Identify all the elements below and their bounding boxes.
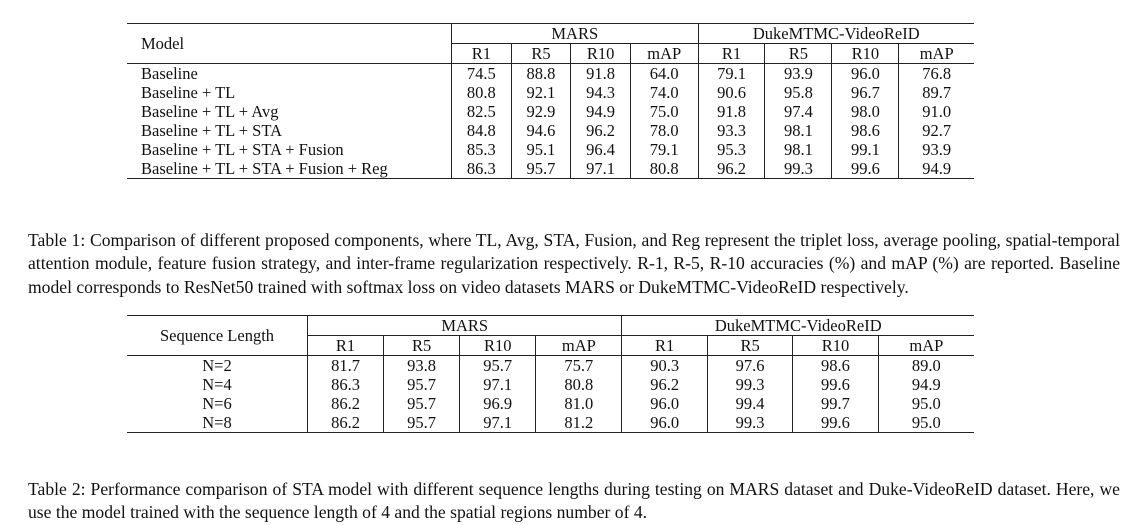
table-cell: 90.3 <box>622 356 707 376</box>
table-cell: 95.7 <box>511 159 571 179</box>
table-cell: 96.2 <box>622 375 707 394</box>
table-cell: 93.9 <box>922 140 952 159</box>
table-cell: 99.1 <box>832 140 899 159</box>
table-cell: 92.1 <box>511 83 571 102</box>
row-label: Baseline + TL <box>141 83 236 102</box>
table-cell: 98.0 <box>832 102 899 121</box>
table-cell: 94.9 <box>911 375 941 394</box>
table-cell: 80.8 <box>536 375 622 394</box>
table-cell: 97.1 <box>460 375 536 394</box>
table-cell: 96.0 <box>622 413 707 433</box>
metric-header: R1 <box>308 336 384 356</box>
metric-header: R5 <box>765 44 832 64</box>
table-cell: 95.7 <box>460 356 536 376</box>
table-cell: 98.1 <box>765 121 832 140</box>
table-cell: 98.1 <box>765 140 832 159</box>
table-row <box>127 64 974 84</box>
table-cell: 92.9 <box>511 102 571 121</box>
table-cell: 95.7 <box>384 413 460 433</box>
table-cell: 99.6 <box>793 413 878 433</box>
table-cell: 95.8 <box>765 83 832 102</box>
table-row <box>127 140 974 159</box>
mars-group-header: MARS <box>308 316 622 336</box>
table-cell: 75.0 <box>630 102 698 121</box>
metric-header: R5 <box>707 336 792 356</box>
table-cell: 97.1 <box>460 413 536 433</box>
table-cell: 91.8 <box>698 102 765 121</box>
table-cell: 96.2 <box>698 159 765 179</box>
table-cell: 78.0 <box>630 121 698 140</box>
table-cell: 86.3 <box>452 159 512 179</box>
table-row <box>127 121 974 140</box>
metric-header: R10 <box>460 336 536 356</box>
table-cell: 74.0 <box>630 83 698 102</box>
metric-header: mAP <box>899 44 974 64</box>
table-cell: 86.2 <box>308 413 384 433</box>
metric-header: R1 <box>698 44 765 64</box>
metric-header: R1 <box>452 44 512 64</box>
table-cell: 94.9 <box>922 159 952 178</box>
duke-group-header: DukeMTMC-VideoReID <box>622 316 974 336</box>
table-cell: 74.5 <box>452 64 512 84</box>
table-cell: 95.7 <box>384 394 460 413</box>
table-cell: 81.2 <box>536 413 622 433</box>
table-cell: 92.7 <box>922 121 952 140</box>
duke-group-header: DukeMTMC-VideoReID <box>698 24 974 44</box>
table-cell: 88.8 <box>511 64 571 84</box>
table-cell: 97.1 <box>571 159 631 179</box>
table-cell: 81.7 <box>308 356 384 376</box>
model-header: Model <box>127 24 452 64</box>
row-label: Baseline + TL + STA <box>141 121 283 140</box>
sequence-length-table <box>127 315 974 433</box>
table-cell: 95.1 <box>511 140 571 159</box>
table1-caption: Table 1: Comparison of different proposed components, where TL, Avg, STA, Fusion, and Reg represent the triplet loss, average pooling, spatial-temporal attention module, feature fusion strategy, and inter-frame regularization respectively. R-1, R-5, R-10 accuracies (%) and mAP (%) are reported. Baseline model corresponds to ResNet50 trained with softmax loss on video datasets MARS or DukeMTMC-VideoReID respectively. <box>28 229 1120 297</box>
row-label: Baseline <box>141 64 198 83</box>
table-cell: 85.3 <box>452 140 512 159</box>
table-cell: 91.8 <box>571 64 631 84</box>
table-cell: 95.3 <box>698 140 765 159</box>
table-cell: 97.6 <box>707 356 792 376</box>
table-cell: 76.8 <box>922 64 952 83</box>
table-row <box>127 83 974 102</box>
metric-header: mAP <box>536 336 622 356</box>
table-cell: 89.7 <box>922 83 952 102</box>
metric-header: R5 <box>511 44 571 64</box>
table-row <box>127 102 974 121</box>
row-label: Baseline + TL + STA + Fusion + Reg <box>141 159 388 178</box>
row-label: N=6 <box>202 394 232 413</box>
table-cell: 99.4 <box>707 394 792 413</box>
row-label: N=4 <box>202 375 232 394</box>
table-cell: 81.0 <box>536 394 622 413</box>
row-label: Baseline + TL + Avg <box>141 102 279 121</box>
table-cell: 79.1 <box>698 64 765 84</box>
metric-header: R10 <box>571 44 631 64</box>
table-cell: 93.8 <box>384 356 460 376</box>
table-row <box>127 413 974 433</box>
table-cell: 75.7 <box>536 356 622 376</box>
table-cell: 96.0 <box>832 64 899 84</box>
table-cell: 91.0 <box>922 102 952 121</box>
table-cell: 82.5 <box>452 102 512 121</box>
table-cell: 95.0 <box>911 413 941 432</box>
table-cell: 94.3 <box>571 83 631 102</box>
table-cell: 79.1 <box>630 140 698 159</box>
table-cell: 96.4 <box>571 140 631 159</box>
table-cell: 80.8 <box>452 83 512 102</box>
table-cell: 96.0 <box>622 394 707 413</box>
table-cell: 84.8 <box>452 121 512 140</box>
metric-header: mAP <box>878 336 974 356</box>
table-cell: 99.3 <box>765 159 832 179</box>
metric-header: R10 <box>793 336 878 356</box>
row-label: Baseline + TL + STA + Fusion <box>141 140 344 159</box>
components-table <box>127 23 974 179</box>
table-cell: 93.3 <box>698 121 765 140</box>
table-cell: 86.3 <box>308 375 384 394</box>
table-cell: 96.9 <box>460 394 536 413</box>
table-cell: 99.6 <box>832 159 899 179</box>
metric-header: R1 <box>622 336 707 356</box>
table2-caption: Table 2: Performance comparison of STA model with different sequence lengths during testing on MARS dataset and Duke-VideoReID dataset. Here, we use the model trained with the sequence length of 4 and the spatial regions number of 4. <box>28 478 1120 523</box>
table-cell: 86.2 <box>308 394 384 413</box>
table-cell: 64.0 <box>630 64 698 84</box>
table-cell: 99.3 <box>707 375 792 394</box>
table-cell: 95.7 <box>384 375 460 394</box>
table-cell: 95.0 <box>911 394 941 413</box>
metric-header: mAP <box>630 44 698 64</box>
sequence-length-header: Sequence Length <box>127 316 308 356</box>
table-row <box>127 356 974 376</box>
table-row <box>127 375 974 394</box>
table-cell: 94.6 <box>511 121 571 140</box>
table-row <box>127 394 974 413</box>
table-cell: 94.9 <box>571 102 631 121</box>
table-cell: 99.6 <box>793 375 878 394</box>
row-label: N=2 <box>202 356 232 375</box>
table-cell: 98.6 <box>793 356 878 376</box>
table-cell: 96.7 <box>832 83 899 102</box>
row-label: N=8 <box>202 413 232 432</box>
table-cell: 89.0 <box>911 356 941 375</box>
metric-header: R5 <box>384 336 460 356</box>
table-cell: 98.6 <box>832 121 899 140</box>
table-cell: 99.3 <box>707 413 792 433</box>
table-row <box>127 159 974 179</box>
table-cell: 93.9 <box>765 64 832 84</box>
table-cell: 99.7 <box>793 394 878 413</box>
table-cell: 97.4 <box>765 102 832 121</box>
mars-group-header: MARS <box>452 24 699 44</box>
table-cell: 90.6 <box>698 83 765 102</box>
table-cell: 96.2 <box>571 121 631 140</box>
metric-header: R10 <box>832 44 899 64</box>
table-cell: 80.8 <box>630 159 698 179</box>
